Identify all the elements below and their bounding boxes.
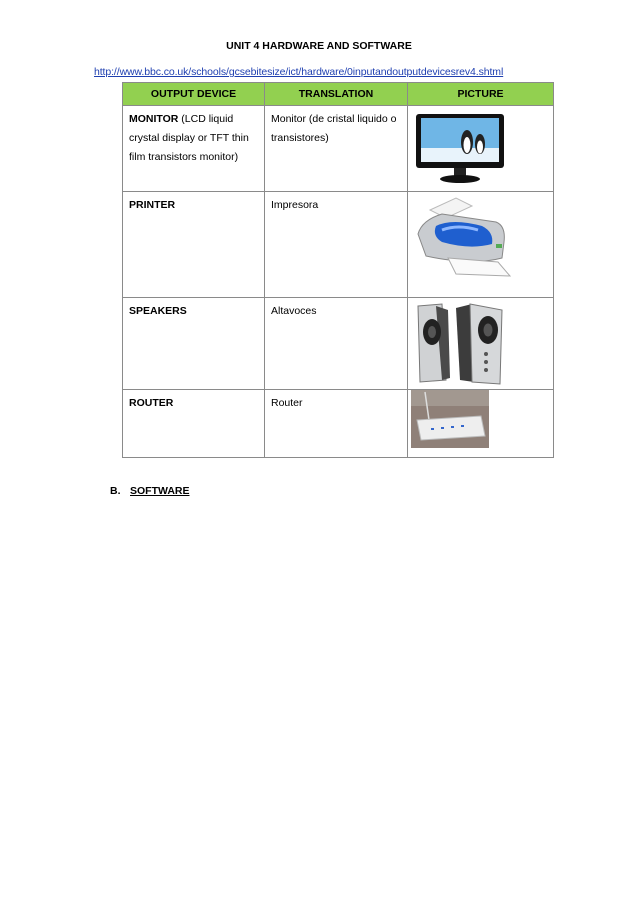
speakers-image — [412, 300, 512, 386]
translation-cell — [265, 298, 408, 390]
header-translation: TRANSLATION — [265, 83, 408, 106]
header-picture: PICTURE — [408, 83, 554, 106]
picture-cell — [408, 192, 554, 298]
picture-cell — [408, 298, 554, 390]
translation-text: Impresora — [271, 199, 319, 211]
table-row — [123, 192, 554, 298]
device-name: MONITOR — [129, 113, 179, 125]
table-row — [123, 390, 554, 458]
page-title: UNIT 4 HARDWARE AND SOFTWARE — [226, 40, 412, 52]
table-row — [123, 298, 554, 390]
translation-cell — [265, 106, 408, 192]
table-row — [123, 106, 554, 192]
device-name: SPEAKERS — [129, 305, 187, 317]
router-image — [411, 390, 489, 448]
picture-cell — [408, 390, 554, 458]
section-software — [110, 485, 190, 497]
device-cell — [123, 192, 265, 298]
device-desc: (LCD liquid crystal display or TFT thin film transistors monitor) — [129, 113, 249, 163]
device-name: PRINTER — [129, 199, 176, 211]
section-label: B. — [110, 485, 121, 497]
output-devices-table — [122, 82, 554, 458]
translation-cell — [265, 192, 408, 298]
printer-image — [412, 196, 512, 282]
device-cell — [123, 106, 265, 192]
header-output-device: OUTPUT DEVICE — [123, 83, 265, 106]
bbc-link[interactable]: http://www.bbc.co.uk/schools/gcsebitesize/ict/hardware/0inputandoutputdevicesrev4.shtml — [94, 66, 504, 78]
table-header-row — [123, 83, 554, 106]
device-name: ROUTER — [129, 397, 174, 409]
translation-cell — [265, 390, 408, 458]
device-cell — [123, 390, 265, 458]
device-cell — [123, 298, 265, 390]
monitor-image — [412, 108, 508, 186]
section-title: SOFTWARE — [130, 485, 190, 497]
translation-text: Router — [271, 397, 303, 409]
translation-text: Altavoces — [271, 305, 317, 317]
translation-text: Monitor (de cristal liquido o transistores) — [271, 113, 397, 144]
picture-cell — [408, 106, 554, 192]
